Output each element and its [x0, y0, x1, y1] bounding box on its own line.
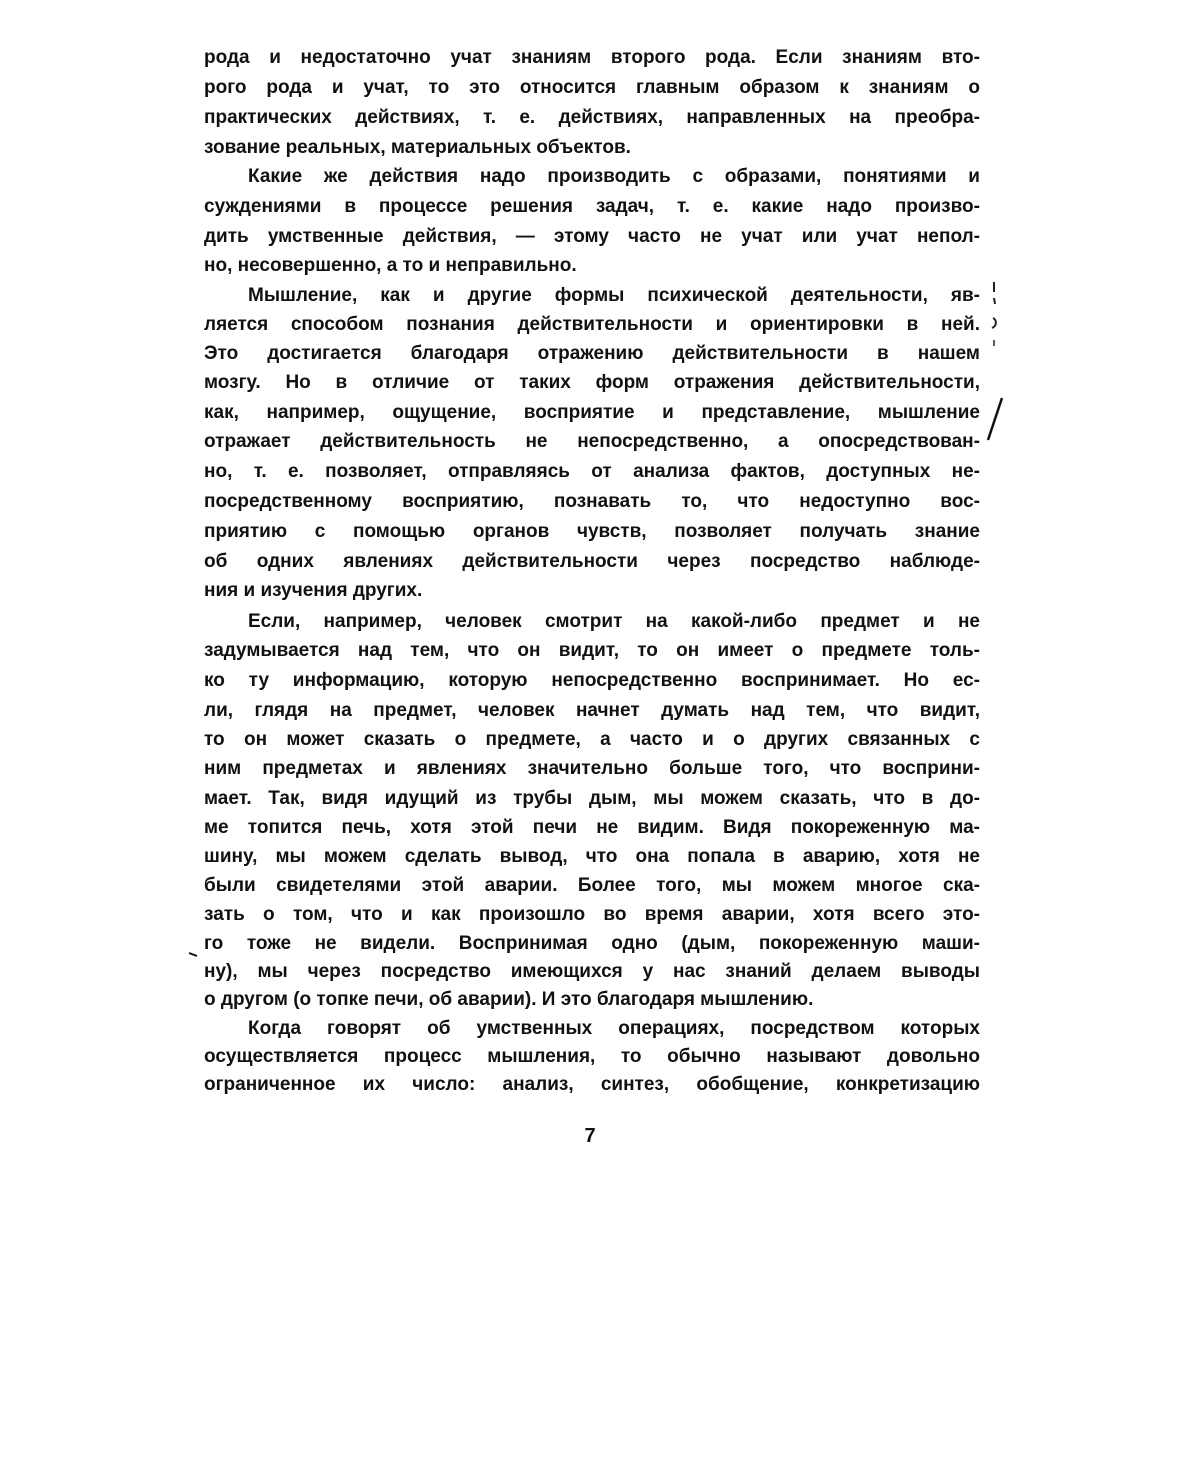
page-number: 7: [584, 1125, 596, 1147]
text-line: но, несовершенно, а то и неправильно.: [204, 255, 577, 276]
stray-ink-mark: [188, 950, 202, 960]
text-line: ограниченное их число: анализ, синтез, обобщение, конкретизацию: [204, 1074, 980, 1095]
text-line: как, например, ощущение, восприятие и представление, мышление: [204, 402, 980, 423]
text-line: мозгу. Но в отличие от таких форм отражения действительности,: [204, 372, 980, 393]
text-line: шину, мы можем сделать вывод, что она попала в аварию, хотя не: [204, 846, 980, 867]
text-line: осуществляется процесс мышления, то обычно называют довольно: [204, 1046, 980, 1067]
text-line: суждениями в процессе решения задач, т. е. какие надо произво-: [204, 196, 980, 217]
text-line: зование реальных, материальных объектов.: [204, 137, 631, 158]
text-line: ляется способом познания действительности и ориентировки в ней.: [204, 314, 980, 335]
text-line: посредственному восприятию, познавать то, что недоступно вос-: [204, 491, 980, 512]
text-line: но, т. е. позволяет, отправляясь от анализа фактов, доступных не-: [204, 461, 980, 482]
text-line: Это достигается благодаря отражению действительности в нашем: [204, 343, 980, 364]
text-line: ну), мы через посредство имеющихся у нас знаний делаем выводы: [204, 961, 980, 982]
text-line: ли, глядя на предмет, человек начнет думать над тем, что видит,: [204, 700, 980, 721]
text-line: были свидетелями этой аварии. Более того, мы можем многое ска-: [204, 875, 980, 896]
text-line: об одних явлениях действительности через посредство наблюде-: [204, 551, 980, 572]
text-line: Какие же действия надо производить с образами, понятиями и: [248, 166, 980, 187]
text-line: Мышление, как и другие формы психической деятельности, яв-: [248, 285, 980, 306]
text-line: Если, например, человек смотрит на какой-либо предмет и не: [248, 611, 980, 632]
text-line: рого рода и учат, то это относится главным образом к знаниям о: [204, 77, 980, 98]
text-line: мает. Так, видя идущий из трубы дым, мы можем сказать, что в до-: [204, 788, 980, 809]
text-line: ним предметах и явлениях значительно больше того, что восприни-: [204, 758, 980, 779]
text-line: задумывается над тем, что он видит, то он имеет о предмете толь-: [204, 640, 980, 661]
text-line: рода и недостаточно учат знаниям второго рода. Если знаниям вто-: [204, 47, 980, 68]
text-line: ния и изучения других.: [204, 580, 423, 601]
text-line: приятию с помощью органов чувств, позволяет получать знание: [204, 521, 980, 542]
margin-pen-mark: [984, 280, 1008, 450]
text-line: ме топится печь, хотя этой печи не видим. Видя покореженную ма-: [204, 817, 980, 838]
text-line: о другом (о топке печи, об аварии). И это благодаря мышлению.: [204, 989, 814, 1010]
text-line: практических действиях, т. е. действиях, направленных на преобра-: [204, 107, 980, 128]
text-line: го тоже не видели. Воспринимая одно (дым, покореженную маши-: [204, 933, 980, 954]
text-line: Когда говорят об умственных операциях, посредством которых: [248, 1018, 980, 1039]
text-line: то он может сказать о предмете, а часто и о других связанных с: [204, 729, 980, 750]
text-line: зать о том, что и как произошло во время аварии, хотя всего это-: [204, 904, 980, 925]
text-line: отражает действительность не непосредственно, а опосредствован-: [204, 431, 980, 452]
text-line: дить умственные действия, — этому часто не учат или учат непол-: [204, 226, 980, 247]
text-line: ко ту информацию, которую непосредственно воспринимает. Но ес-: [204, 670, 980, 691]
